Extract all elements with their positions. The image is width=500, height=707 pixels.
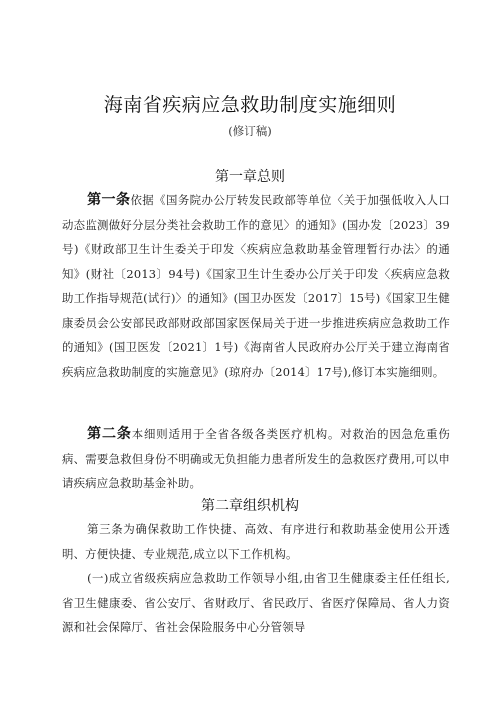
article-1 <box>62 188 450 384</box>
document-title: 海南省疾病应急救助制度实施细则 <box>103 94 397 116</box>
item-1-paragraph: (一)成立省级疾病应急救助工作领导小组,由省卫生健康委主任任组长,省卫生健康委、省公安厅、省财政厅、省民政厅、省医疗保障局、省人力资源和社会保障厅、省社会保险服务中心分管领导 <box>62 571 450 634</box>
article-2 <box>62 422 450 496</box>
chapter-2-body <box>62 517 450 640</box>
chapter-2-heading: 第二章组织机构 <box>201 498 299 514</box>
article-2-text: 本细则适用于全省各级各类医疗机构。对救治的因急危重伤病、需要急救但身份不明确或无负担能力患者所发生的急救医疗费用,可以申请疾病应急救助基金补助。 <box>62 427 450 490</box>
article-1-lead: 第一条 <box>87 192 131 208</box>
article-2-paragraph <box>62 422 450 496</box>
article-2-lead: 第二条 <box>87 426 132 442</box>
chapter-1-heading: 第一章总则 <box>215 169 285 185</box>
article-1-paragraph <box>62 188 450 384</box>
document-subtitle: (修订稿) <box>228 124 272 138</box>
article-3-paragraph: 第三条为确保救助工作快捷、高效、有序进行和救助基金使用公开透明、方便快捷、专业规范,成立以下工作机构。 <box>62 522 450 561</box>
article-1-text: 依据《国务院办公厅转发民政部等单位〈关于加强低收入人口动态监测做好分层分类社会救助工作的意见〉的通知》(国办发〔2023〕39号)《财政部卫生计生委关于印发〈疾病应急救助基金管理暂行办法〉的通知》(财社〔2013〕94号)《国家卫生计生委办公厅关于印发〈疾病应急救助工作指导规范(试行)〉的通知》(国卫办医发〔2017〕15号)《国家卫生健康委员会公安部民政部财政部国家医保局关于进一步推进疾病应急救助工作的通知》(国卫医发〔2021〕1号)《海南省人民政府办公厅关于建立海南省疾病应急救助制度的实施意见》(琼府办〔2014〕17号),修订本实施细则。 <box>62 193 450 379</box>
